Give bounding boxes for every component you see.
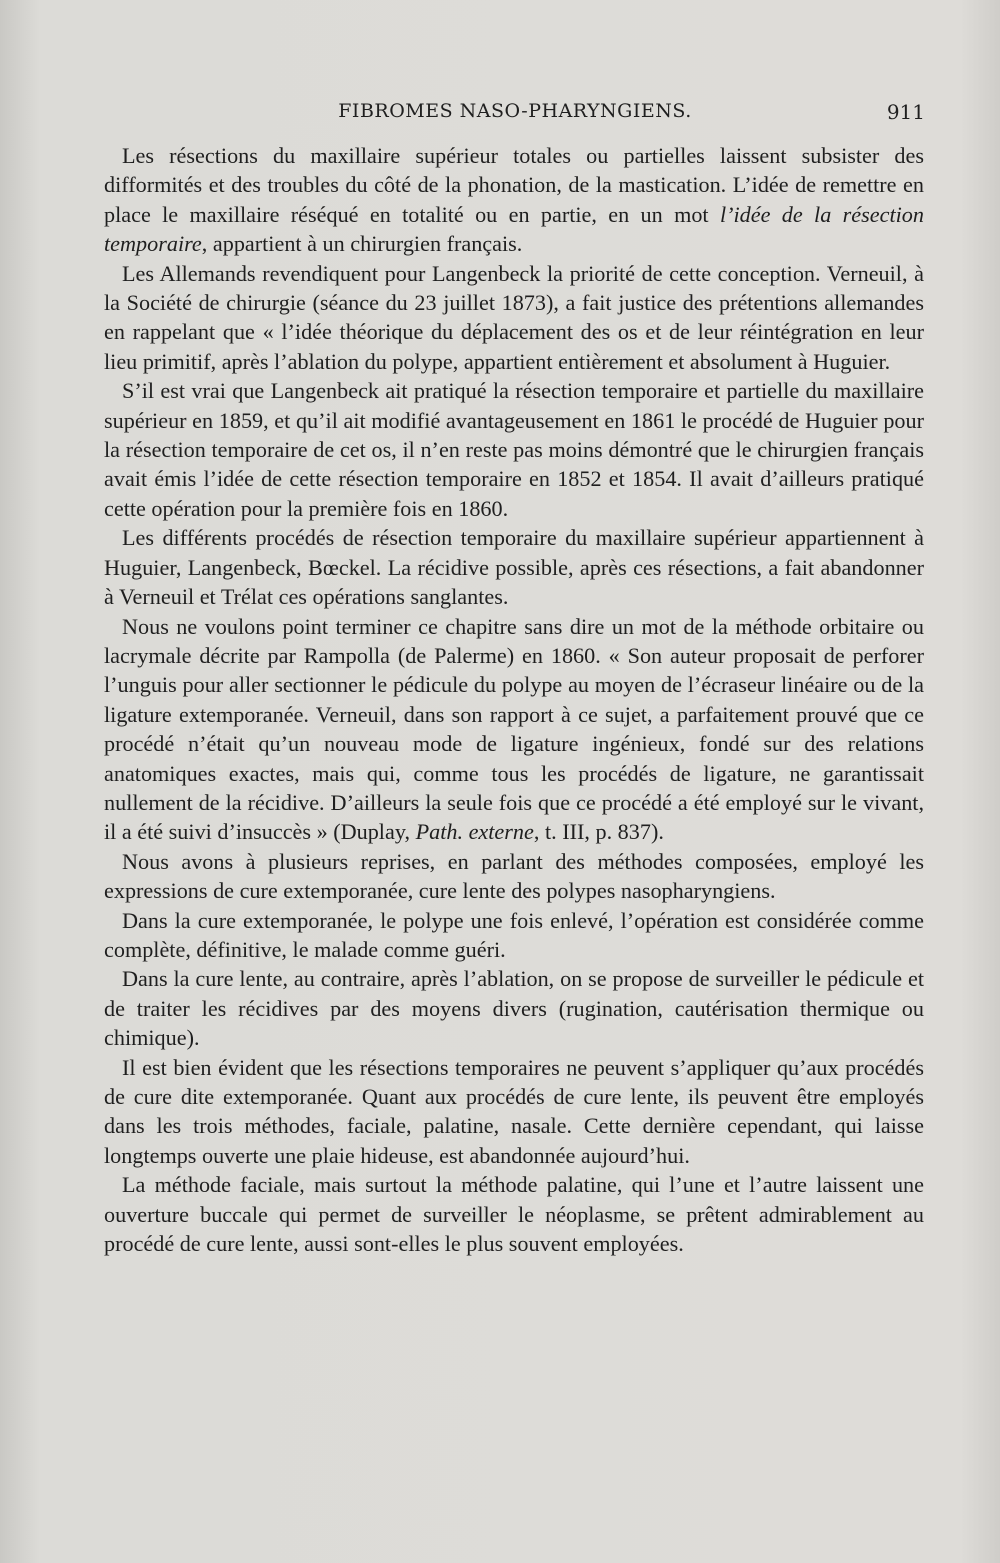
paragraph-5: [104, 612, 924, 847]
paragraph-4: Les différents procédés de résection temporaire du maxillaire supérieur appartiennent à Huguier, Langenbeck, Bœckel. La récidive possible, après ces résections, a fait abandonner à Verneuil et Trélat ces opérations sanglantes.: [104, 525, 924, 610]
page-number: 911: [886, 100, 925, 124]
paragraph-6: Nous avons à plusieurs reprises, en parlant des méthodes composées, employé les expressions de cure extemporanée, cure lente des polypes nasopharyngiens.: [104, 848, 924, 904]
paragraph-10: La méthode faciale, mais surtout la méthode palatine, qui l’une et l’autre laissent une ouverture buccale qui permet de surveiller le néoplasme, se prêtent admirablement au procédé de cure lente, aussi sont-elles le plus souvent employées.: [104, 1172, 924, 1257]
running-title: FIBROMES NASO-PHARYNGIENS.: [338, 100, 692, 122]
paragraph-9: Il est bien évident que les résections temporaires ne peuvent s’appliquer qu’aux procédés de cure dite extemporanée. Quant aux procédés de cure lente, ils peuvent être employés dans les trois méthodes, faciale, palatine, nasale. Cette dernière cependant, qui laisse longtemps ouverte une plaie hideuse, est abandonnée aujourd’hui.: [104, 1054, 924, 1168]
paragraph-1-text-a: Les résections du maxillaire supérieur totales ou partielles laissent subsister des difformités et des troubles du côté de la phonation, de la mastication. L’idée de remettre en place le maxillaire réséqué en totalité ou en partie, en un mot: [104, 143, 924, 227]
paragraph-7: Dans la cure extemporanée, le polype une fois enlevé, l’opération est considérée comme complète, définitive, le malade comme guéri.: [104, 907, 924, 962]
body-text: [104, 141, 924, 1258]
paragraph-3: S’il est vrai que Langenbeck ait pratiqué la résection temporaire et partielle du maxillaire supérieur en 1859, et qu’il ait modifié avantageusement en 1861 le procédé de Huguier pour la résection temporaire de cet os, il n’en reste pas moins démontré que le chirurgien français avait émis l’idée de cette résection temporaire en 1852 et 1854. Il avait d’ailleurs pratiqué cette opération pour la première fois en 1860.: [104, 378, 924, 521]
paragraph-1-text-b: , appartient à un chirurgien français.: [201, 231, 523, 257]
italic-phrase: l’idée de la résection temporaire: [104, 201, 924, 257]
paragraph-5-text-a: Nous ne voulons point terminer ce chapitre sans dire un mot de la méthode orbitaire ou lacrymale décrite par Rampolla (de Palerme) en 1860. « Son auteur proposait de perforer l’unguis pour aller sectionner le pédicule du polype au moyen de l’écraseur linéaire ou de la ligature extemporanée. Verneuil, dans son rapport à ce sujet, a parfaitement prouvé que ce procédé n’était qu’un nouveau mode de ligature ingénieux, fondé sur des relations anatomiques exactes, mais qui, comme tous les procédés de ligature, ne garantissait nullement de la récidive. D’ailleurs la seule fois que ce procédé a été employé sur le vivant, il a été suivi d’insuccès » (Duplay,: [104, 613, 924, 845]
paragraph-1: [104, 141, 924, 259]
paragraph-5-text-b: , t. III, p. 837).: [533, 819, 664, 845]
paragraph-2: Les Allemands revendiquent pour Langenbeck la priorité de cette conception. Verneuil, à la Société de chirurgie (séance du 23 juillet 1873), a fait justice des prétentions allemandes en rappelant que « l’idée théorique du déplacement des os et de leur réintégration en leur lieu primitif, après l’ablation du polype, appartient entièrement et absolument à Huguier.: [104, 260, 924, 374]
page-header: [105, 100, 925, 134]
citation-title: Path. externe: [415, 819, 534, 845]
paragraph-8: Dans la cure lente, au contraire, après l’ablation, on se propose de surveiller le pédicule et de traiter les récidives par des moyens divers (rugination, cautérisation thermique ou chimique).: [104, 966, 924, 1051]
